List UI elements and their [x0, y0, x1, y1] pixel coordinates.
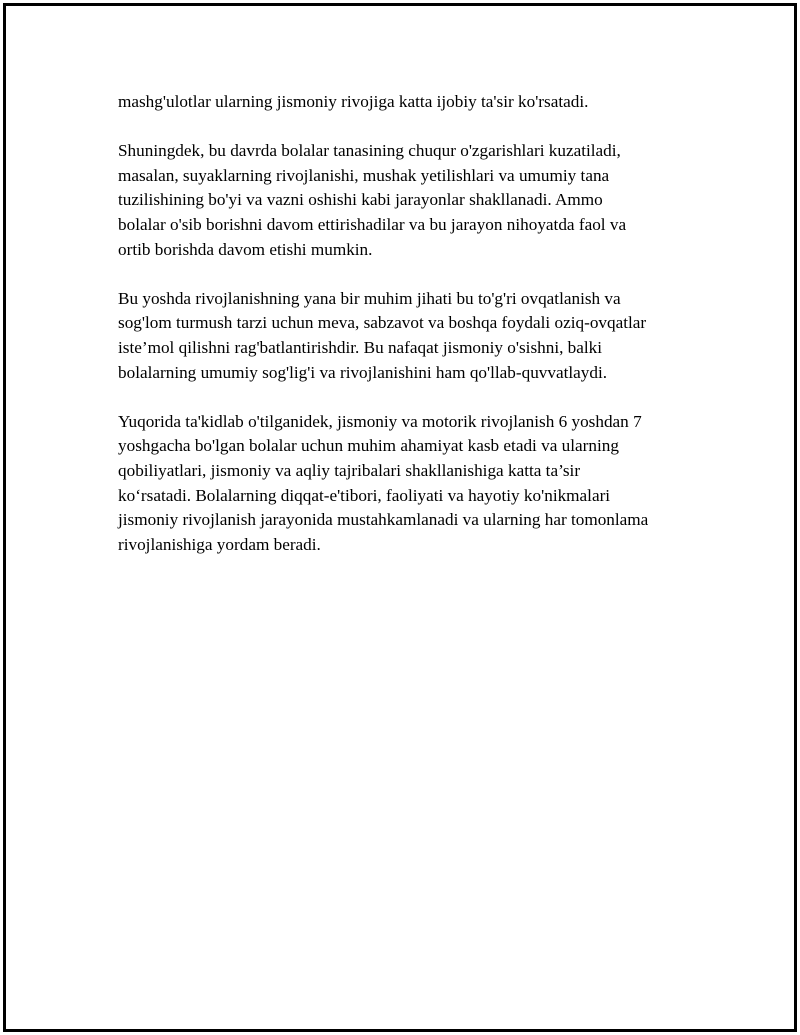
paragraph-4: Yuqorida ta'kidlab o'tilganidek, jismoniy va motorik rivojlanish 6 yoshdan 7 yoshgacha bo'lgan bolalar uchun muhim ahamiyat kasb etadi va ularning qobiliyatlari, jismoniy va aqliy tajribalari shakllanishiga katta ta’sir ko‘rsatadi. Bolalarning diqqat-e'tibori, faoliyati va hayotiy ko'nikmalari jismoniy rivojlanish jarayonida mustahkamlanadi va ularning har tomonlama rivojlanishiga yordam beradi.: [118, 411, 649, 554]
document-body: [118, 90, 698, 582]
paragraph-1: mashg'ulotlar ularning jismoniy rivojiga katta ijobiy ta'sir ko'rsatadi.: [118, 92, 589, 111]
paragraph-2: Shuningdek, bu davrda bolalar tanasining chuqur o'zgarishlari kuzatiladi, masalan, suyaklarning rivojlanishi, mushak yetilishlari va umumiy tana tuzilishining bo'yi va vazni oshishi kabi jarayonlar shakllanadi. Ammo bolalar o'sib borishni davom ettirishadilar va bu jarayon nihoyatda faol va ortib borishda davom etishi mumkin.: [118, 141, 627, 259]
paragraph-3: Bu yoshda rivojlanishning yana bir muhim jihati bu to'g'ri ovqatlanish va sog'lom turmush tarzi uchun meva, sabzavot va boshqa foydali oziq-ovqatlar iste’mol qilishni rag'batlantirishdir. Bu nafaqat jismoniy o'sishni, balki bolalarning umumiy sog'lig'i va rivojlanishini ham qo'llab-quvvatlaydi.: [118, 288, 647, 382]
